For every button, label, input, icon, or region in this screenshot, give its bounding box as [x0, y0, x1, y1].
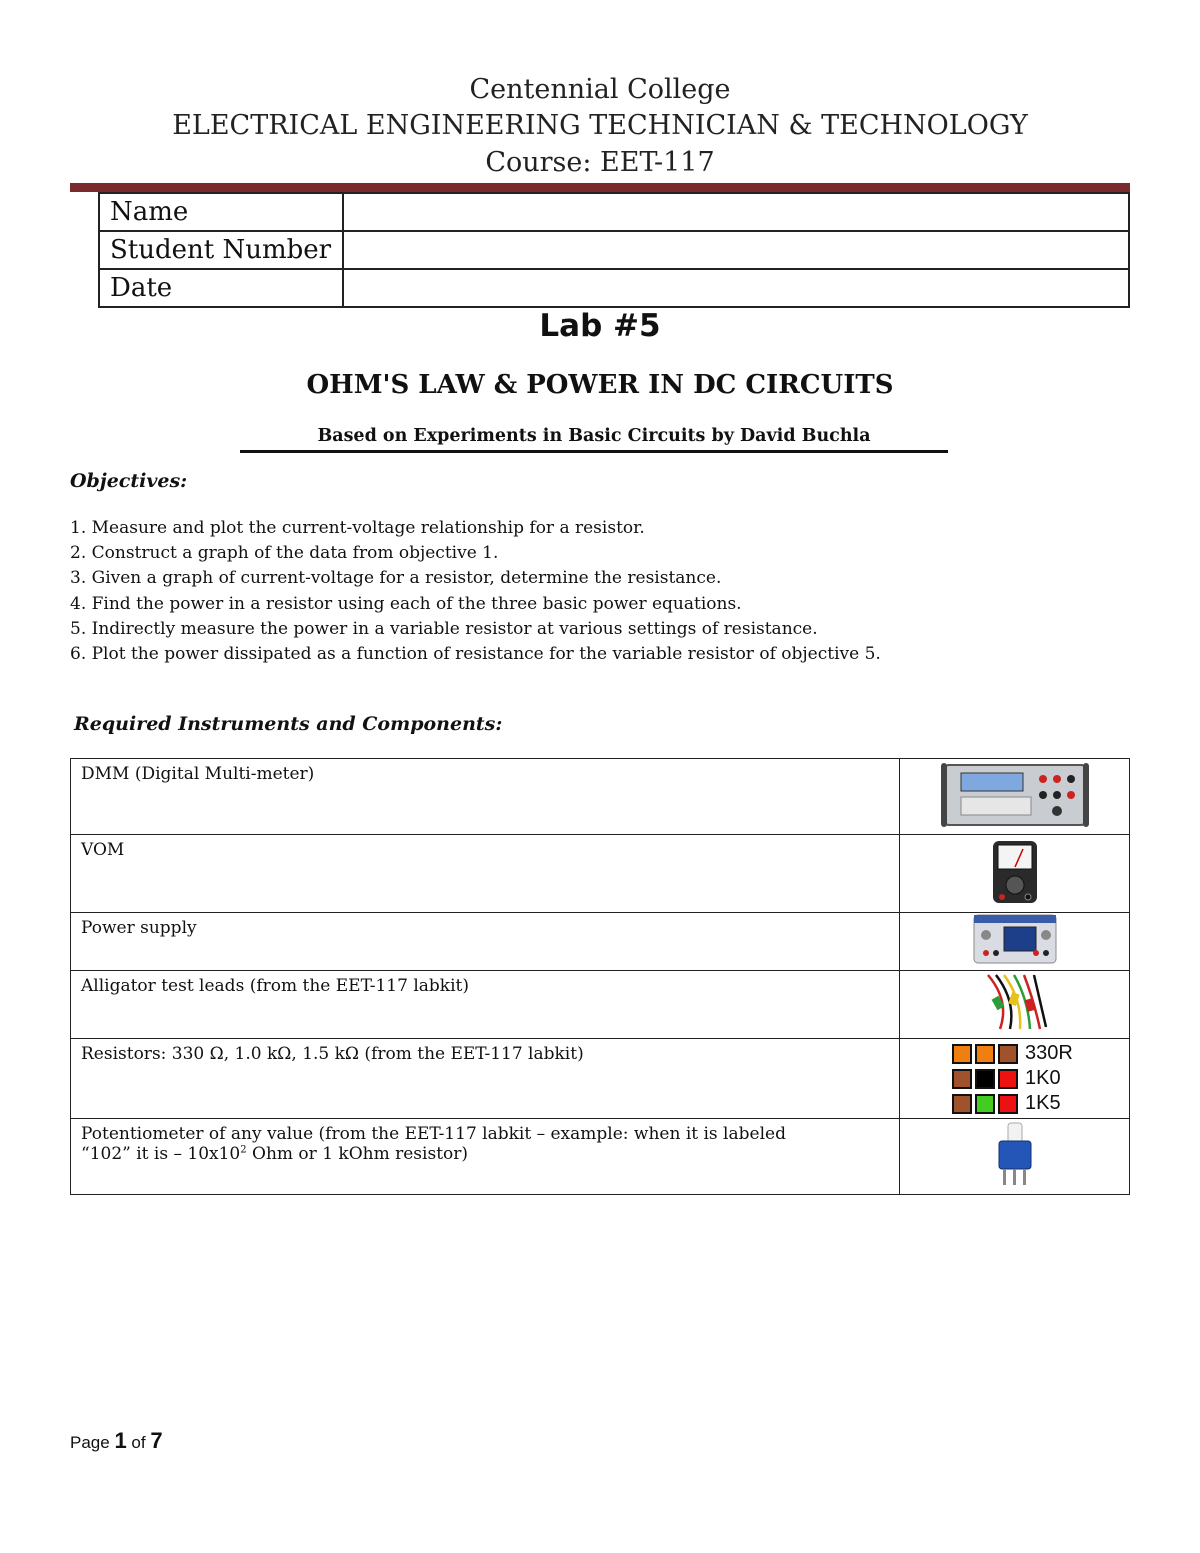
table-row	[99, 193, 1129, 231]
objectives-list	[70, 516, 881, 667]
instruments-table	[70, 758, 1130, 1195]
instrument-desc: Resistors: 330 Ω, 1.0 kΩ, 1.5 kΩ (from the EET-117 labkit)	[71, 1039, 900, 1119]
desc-text: Ohm or 1 kOhm resistor)	[246, 1144, 469, 1164]
list-item: 4. Find the power in a resistor using each of the three basic power equations.	[70, 593, 742, 614]
vom-image	[900, 835, 1130, 913]
desc-text: “102” it is – 10x10	[81, 1144, 241, 1164]
resistor-code-330r	[900, 1041, 1129, 1066]
page-word: Page	[70, 1433, 110, 1452]
instrument-desc: DMM (Digital Multi-meter)	[71, 759, 900, 835]
objectives-heading: Objectives:	[70, 470, 188, 492]
table-row	[71, 1039, 1130, 1119]
page-total: 7	[150, 1428, 163, 1453]
power-supply-image	[900, 913, 1130, 971]
date-field[interactable]	[343, 269, 1129, 307]
instrument-desc: Power supply	[71, 913, 900, 971]
program-name: ELECTRICAL ENGINEERING TECHNICIAN & TECHNOLOGY	[172, 110, 1028, 141]
table-row	[71, 759, 1130, 835]
list-item: 2. Construct a graph of the data from objective 1.	[70, 543, 499, 564]
student-number-field[interactable]	[343, 231, 1129, 269]
color-band	[998, 1094, 1018, 1114]
table-row	[71, 835, 1130, 913]
instrument-desc: VOM	[71, 835, 900, 913]
table-row	[71, 1119, 1130, 1195]
lab-title: OHM'S LAW & POWER IN DC CIRCUITS	[306, 370, 894, 400]
color-band	[952, 1044, 972, 1064]
color-band	[998, 1069, 1018, 1089]
list-item: 1. Measure and plot the current-voltage relationship for a resistor.	[70, 518, 645, 538]
date-label: Date	[99, 269, 343, 307]
instruments-heading: Required Instruments and Components:	[74, 713, 503, 735]
name-label: Name	[99, 193, 343, 231]
based-on-subtitle: Based on Experiments in Basic Circuits by David Buchla	[240, 426, 948, 453]
potentiometer-desc-line1: Potentiometer of any value (from the EET-117 labkit – example: when it is labeled	[81, 1124, 786, 1144]
color-band	[975, 1094, 995, 1114]
resistor-value-label: 330R	[1025, 1042, 1073, 1064]
potentiometer-desc-line2	[81, 1144, 889, 1164]
table-row	[71, 971, 1130, 1039]
color-band	[952, 1094, 972, 1114]
college-name: Centennial College	[469, 74, 731, 105]
table-row	[71, 913, 1130, 971]
dmm-image	[900, 759, 1130, 835]
of-word: of	[131, 1433, 146, 1452]
list-item: 6. Plot the power dissipated as a function of resistance for the variable resistor of objective 5.	[70, 644, 881, 665]
color-band	[975, 1069, 995, 1089]
student-number-label: Student Number	[99, 231, 343, 269]
list-item: 3. Given a graph of current-voltage for a resistor, determine the resistance.	[70, 568, 722, 589]
table-row	[99, 231, 1129, 269]
resistor-value-label: 1K0	[1025, 1067, 1061, 1089]
exponent: 2	[240, 1144, 247, 1156]
color-band	[975, 1044, 995, 1064]
resistor-color-codes	[900, 1039, 1130, 1119]
course-code: Course: EET-117	[485, 147, 715, 178]
list-item: 5. Indirectly measure the power in a variable resistor at various settings of resistance.	[70, 618, 818, 639]
name-field[interactable]	[343, 193, 1129, 231]
student-info-table	[98, 192, 1130, 308]
resistor-code-1k0	[900, 1066, 1129, 1091]
potentiometer-image	[900, 1119, 1130, 1195]
page-footer	[70, 1428, 163, 1454]
table-row	[99, 269, 1129, 307]
lab-number: Lab #5	[539, 308, 661, 344]
instrument-desc	[71, 1119, 900, 1195]
resistor-code-1k5	[900, 1091, 1129, 1116]
alligator-leads-image	[900, 971, 1130, 1039]
color-band	[998, 1044, 1018, 1064]
header-divider	[70, 183, 1130, 192]
page-number: 1	[114, 1428, 127, 1453]
instrument-desc: Alligator test leads (from the EET-117 labkit)	[71, 971, 900, 1039]
resistor-value-label: 1K5	[1025, 1092, 1061, 1114]
color-band	[952, 1069, 972, 1089]
